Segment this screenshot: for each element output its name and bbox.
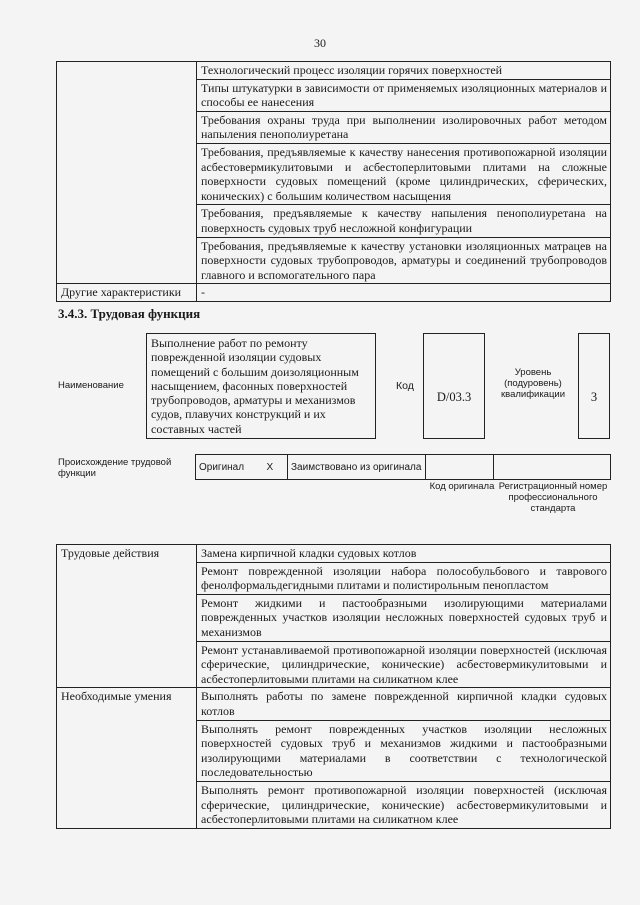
- origin-label: Происхождение трудовой функции: [58, 457, 172, 479]
- table-cell: Типы штукатурки в зависимости от применяемых изоляционных материалов и способы ее нанесения: [197, 79, 611, 111]
- table-cell: Ремонт поврежденной изоляции набора полособульбового и таврового фенолформальдегидными плитами и полистирольным пенопластом: [197, 562, 611, 594]
- original-label: Оригинал: [196, 455, 264, 480]
- labor-table: [56, 544, 611, 829]
- table-cell: Выполнять ремонт поврежденных участков изоляции несложных поверхностей судовых труб и механизмов жидкими и пастообразными изолирующими материалами в соответствии с технологической последовательностью: [197, 720, 611, 781]
- original-code-cell: [426, 455, 494, 480]
- borrowed-label: Заимствовано из оригинала: [288, 455, 426, 480]
- table-cell: Технологический процесс изоляции горячих поверхностей: [197, 62, 611, 80]
- table-cell: Требования, предъявляемые к качеству установки изоляционных матрацев на поверхности судовых трубопроводов, арматуры и соединений трубопроводов главного и вспомогательного пара: [197, 237, 611, 284]
- actions-label: Трудовые действия: [57, 545, 197, 688]
- function-name-box: Выполнение работ по ремонту поврежденной изоляции судовых помещений с большим доизоляционным насыщением, фасонных поверхностей трубопроводов, арматуры и механизмов судов, плавучих конструкций и их составных частей: [146, 333, 376, 439]
- table-cell: Требования, предъявляемые к качеству напыления пенополиуретана на поверхность судовых труб несложной конфигурации: [197, 205, 611, 237]
- table-row: [57, 62, 611, 80]
- table-cell: Ремонт жидкими и пастообразными изолирующими материалами поврежденных участков изоляции несложных поверхностей судовых труб и механизмов: [197, 594, 611, 641]
- table-row: [57, 688, 611, 720]
- original-mark: X: [264, 455, 288, 480]
- table-cell: Требования охраны труда при выполнении изолировочных работ методом напыления пенополиуретана: [197, 111, 611, 143]
- code-label: Код: [396, 380, 414, 392]
- table-row: [57, 545, 611, 563]
- skills-label: Необходимые умения: [57, 688, 197, 828]
- level-label: Уровень (подуровень) квалификации: [500, 367, 566, 400]
- level-value-box: 3: [578, 333, 610, 439]
- table-cell: Требования, предъявляемые к качеству нанесения противопожарной изоляции асбестовермикулитовыми и асбестоперлитовыми плитами на сложные поверхности судовых помещений (кроме цилиндрических, сферических, конических) с большим количеством насыщения: [197, 143, 611, 204]
- name-label: Наименование: [58, 380, 124, 391]
- code-original-caption: Код оригинала: [429, 481, 495, 492]
- table-row: [57, 284, 611, 302]
- code-value-box: D/03.3: [423, 333, 485, 439]
- knowledge-table: [56, 61, 611, 302]
- table-cell: Выполнять работы по замене поврежденной кирпичной кладки судовых котлов: [197, 688, 611, 720]
- table-cell: Замена кирпичной кладки судовых котлов: [197, 545, 611, 563]
- other-characteristics-value: -: [197, 284, 611, 302]
- table-cell: Ремонт устанавливаемой противопожарной изоляции поверхностей (исключая сферические, цилиндрические, конические) асбестовермикулитовыми и асбестоперлитовыми плитами на силикатном клее: [197, 641, 611, 688]
- registration-caption: Регистрационный номер профессионального стандарта: [498, 481, 608, 514]
- table-cell: Выполнять ремонт противопожарной изоляции поверхностей (исключая сферические, цилиндрические, конические) асбестовермикулитовыми и асбестоперлитовыми плитами на силикатном клее: [197, 781, 611, 828]
- section-title: 3.4.3. Трудовая функция: [58, 306, 201, 321]
- page-number: 30: [314, 36, 326, 50]
- registration-number-cell: [494, 455, 611, 480]
- origin-table: [195, 454, 611, 480]
- other-characteristics-label: Другие характеристики: [57, 284, 197, 302]
- empty-label-cell: [57, 62, 197, 284]
